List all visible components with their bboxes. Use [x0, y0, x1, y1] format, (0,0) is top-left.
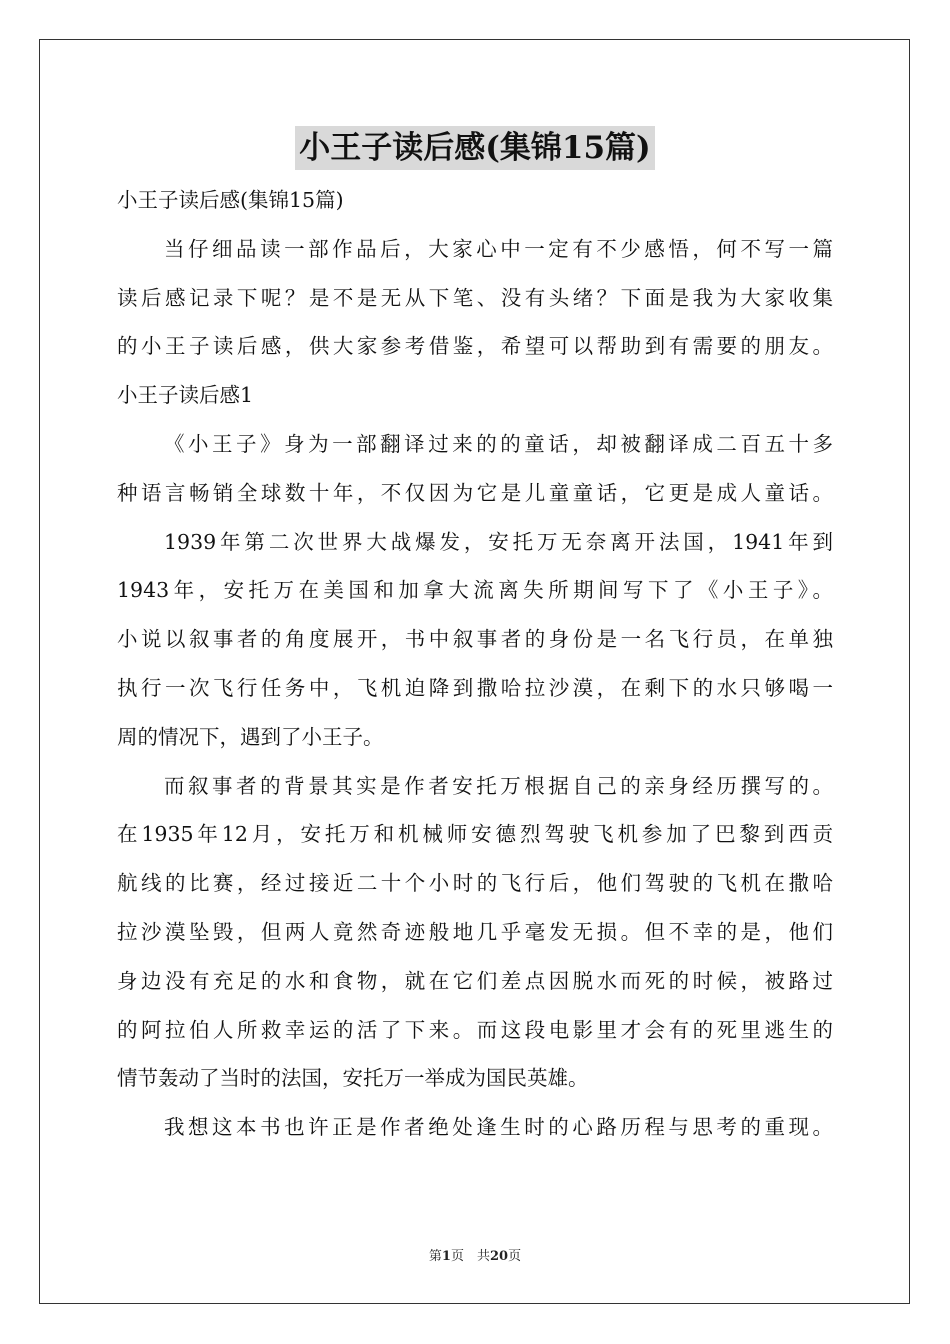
body-line: 执行一次飞行任务中，飞机迫降到撒哈拉沙漠，在剩下的水只够喝一 [117, 675, 833, 700]
body-line: 我想这本书也许正是作者绝处逢生时的心路历程与思考的重现。 [164, 1115, 833, 1140]
body-line: 小王子读后感(集锦15篇) [117, 188, 344, 212]
body-line: 1939年第二次世界大战爆发，安托万无奈离开法国，1941年到 [164, 529, 833, 554]
body-line: 当仔细品读一部作品后，大家心中一定有不少感悟，何不写一篇 [164, 236, 833, 261]
body-line: 种语言畅销全球数十年，不仅因为它是儿童童话，它更是成人童话。 [117, 480, 833, 505]
body-line: 的阿拉伯人所救幸运的活了下来。而这段电影里才会有的死里逃生的 [117, 1017, 833, 1042]
body-line: 而叙事者的背景其实是作者安托万根据自己的亲身经历撰写的。 [164, 773, 833, 798]
total-pages-number: 20 [489, 1249, 509, 1264]
footer-prefix: 第 [428, 1249, 442, 1264]
body-line: 周的情况下，遇到了小王子。 [117, 724, 384, 749]
current-page-number: 1 [441, 1249, 451, 1264]
body-line: 读后感记录下呢？是不是无从下笔、没有头绪？下面是我为大家收集 [117, 285, 833, 310]
body-line: 航线的比赛，经过接近二十个小时的飞行后，他们驾驶的飞机在撒哈 [117, 871, 833, 896]
title-container [0, 126, 950, 170]
footer-mid: 页 共 [450, 1249, 490, 1264]
page-footer [0, 1248, 950, 1266]
body-line: 的小王子读后感，供大家参考借鉴，希望可以帮助到有需要的朋友。 [117, 334, 833, 359]
body-line: 小说以叙事者的角度展开，书中叙事者的身份是一名飞行员，在单独 [117, 627, 833, 652]
body-line: 身边没有充足的水和食物，就在它们差点因脱水而死的时候，被路过 [117, 968, 833, 993]
body-line: 情节轰动了当时的法国，安托万一举成为国民英雄。 [117, 1066, 589, 1091]
body-line: 1943年，安托万在美国和加拿大流离失所期间写下了《小王子》。 [117, 578, 833, 603]
body-line: 在1935年12月，安托万和机械师安德烈驾驶飞机参加了巴黎到西贡 [117, 822, 833, 847]
document-body [117, 176, 833, 1152]
body-line: 拉沙漠坠毁，但两人竟然奇迹般地几乎毫发无损。但不幸的是，他们 [117, 919, 833, 944]
footer-suffix: 页 [508, 1249, 522, 1264]
body-line: 《小王子》身为一部翻译过来的的童话，却被翻译成二百五十多 [164, 431, 833, 456]
section-heading: 小王子读后感1 [117, 383, 254, 408]
document-title: 小王子读后感(集锦15篇) [295, 126, 654, 170]
